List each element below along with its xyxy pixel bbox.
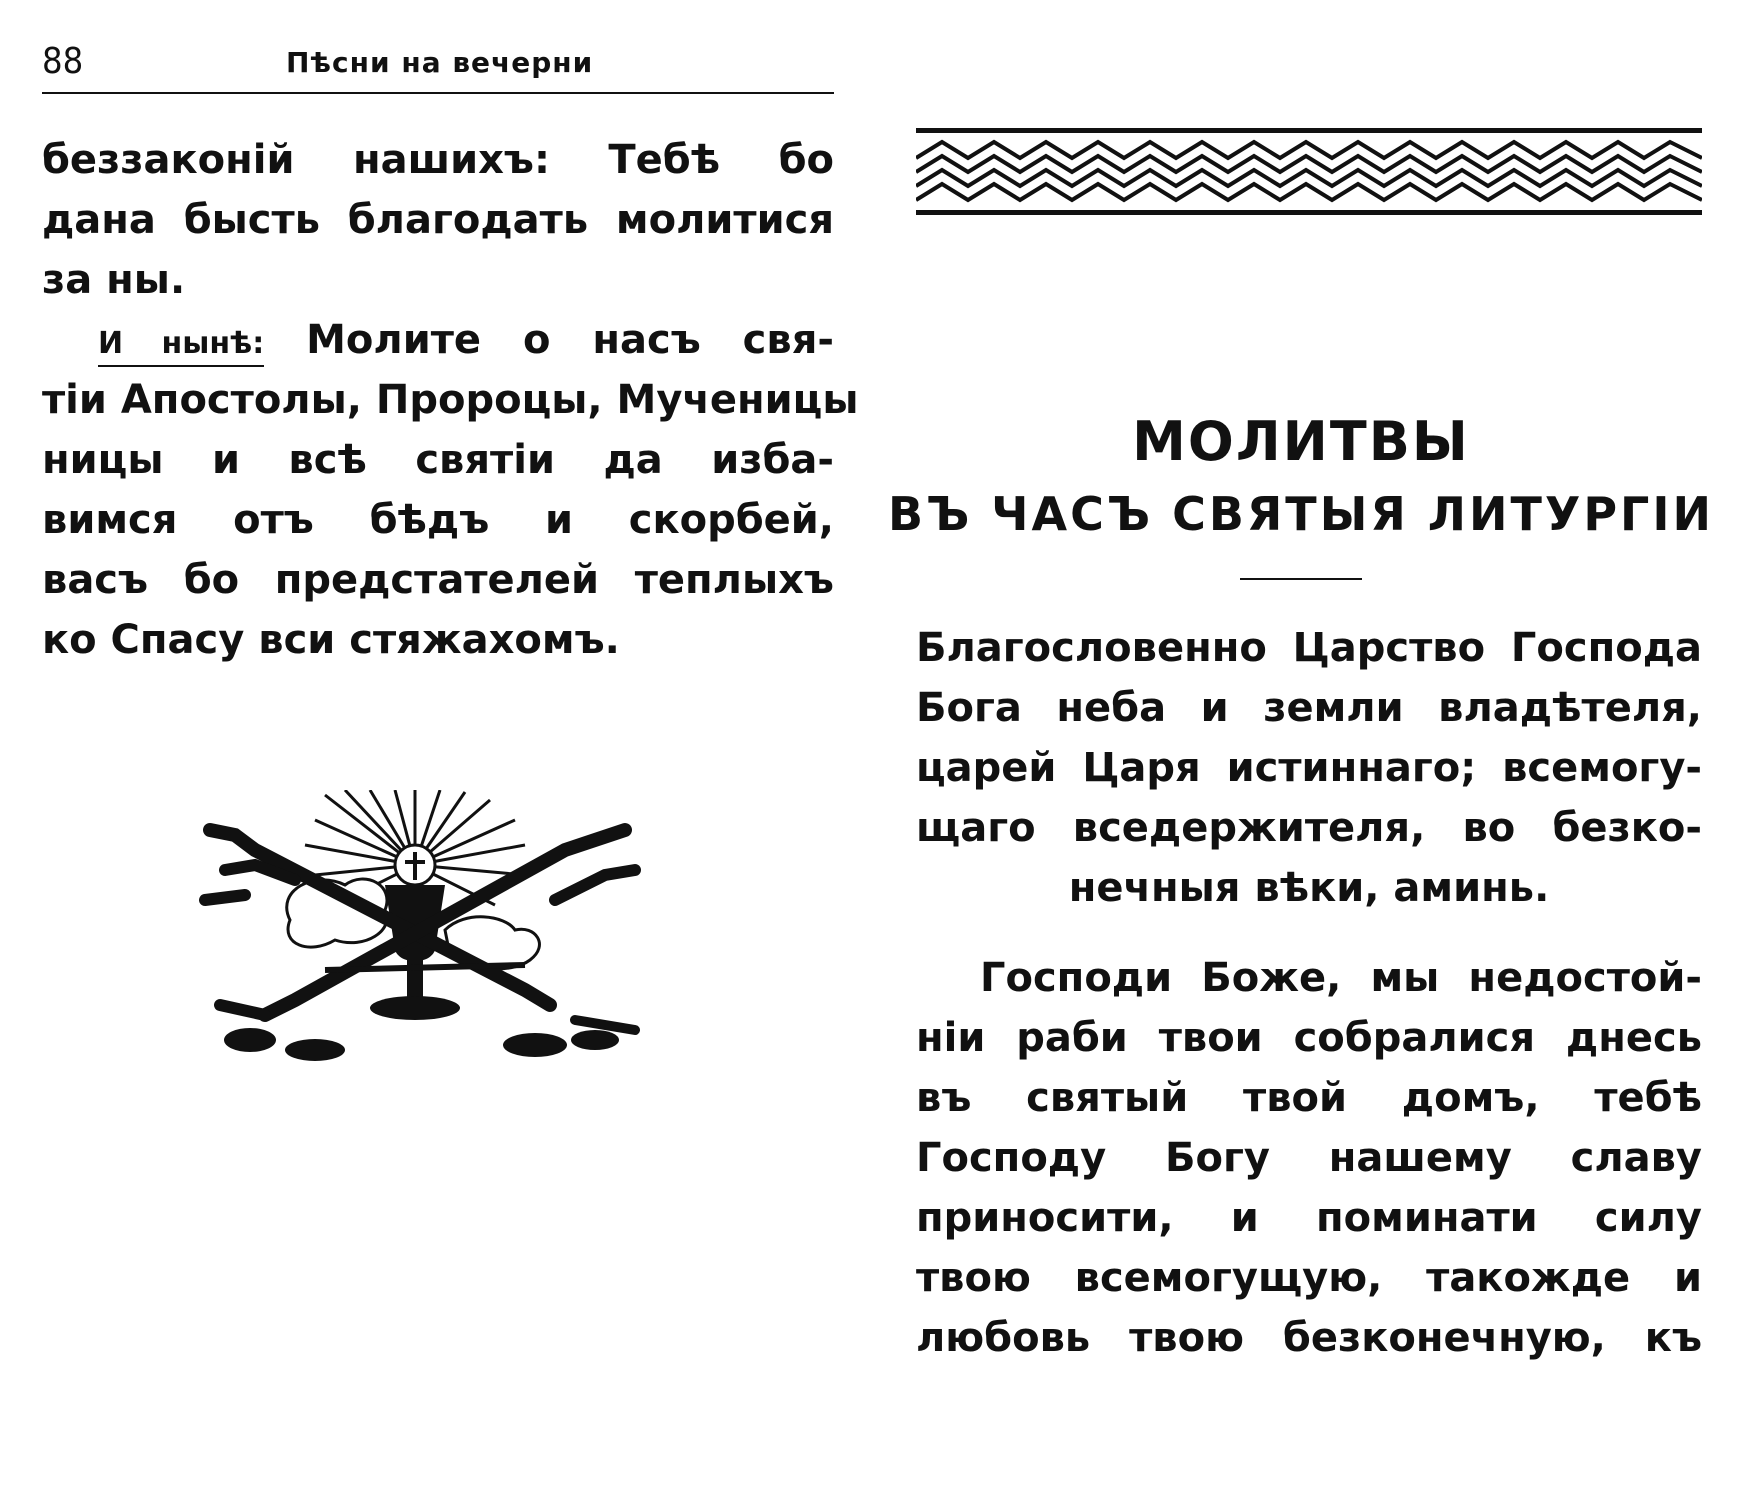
text-line: тіи Апостолы, Пророцы, Мученицы [42,377,859,423]
text-line: ницы и всѣ святіи да изба- [42,437,834,483]
text-line: любовь твою безконечную, къ [916,1315,1702,1361]
text-line: щаго вседержителя, во безко- [916,805,1702,851]
text-line: въ святый твой домъ, тебѣ [916,1075,1702,1121]
header-rule [42,92,834,94]
wave-ornament-band-icon [916,128,1702,216]
text-line: Господи Боже, мы недостой- [980,955,1702,1001]
text-line: вимся отъ бѣдъ и скорбей, [42,497,834,543]
text-line: нечныя вѣки, аминь. [1068,865,1550,911]
right-page [860,0,1742,1500]
text-line: царей Царя истиннаго; всемогу- [916,745,1702,791]
text-line: дана бысть благодать молитися [42,197,834,243]
cue-label: И нынѣ: [98,326,264,367]
section-subtitle: ВЪ ЧАСЪ СВЯТЫЯ ЛИТУРГІИ [888,487,1714,541]
text-line: ніи раби твои собралися днесь [916,1015,1702,1061]
text-line: беззаконій нашихъ: Тебѣ бо [42,137,834,183]
cue-line [98,314,834,370]
cue-line-text: Молите о насъ свя- [306,317,834,363]
text-line: твою всемогущую, такожде и [916,1255,1702,1301]
title-rule [1240,578,1362,580]
text-line: васъ бо предстателей теплыхъ [42,557,834,603]
page-number: 88 [42,41,84,82]
text-line: ко Спасу вси стяжахомъ. [42,617,620,663]
running-head: Пѣсни на вечерни [286,46,594,79]
text-line: приносити, и поминати силу [916,1195,1702,1241]
text-line: Благословенно Царство Господа [916,625,1702,671]
text-line: за ны. [42,257,186,303]
text-line: Бога неба и земли владѣтеля, [916,685,1702,731]
chalice-with-cross-and-rays-icon [195,790,665,1070]
section-title: МОЛИТВЫ [1132,410,1470,473]
left-page [0,0,860,1500]
text-line: Господу Богу нашему славу [916,1135,1702,1181]
